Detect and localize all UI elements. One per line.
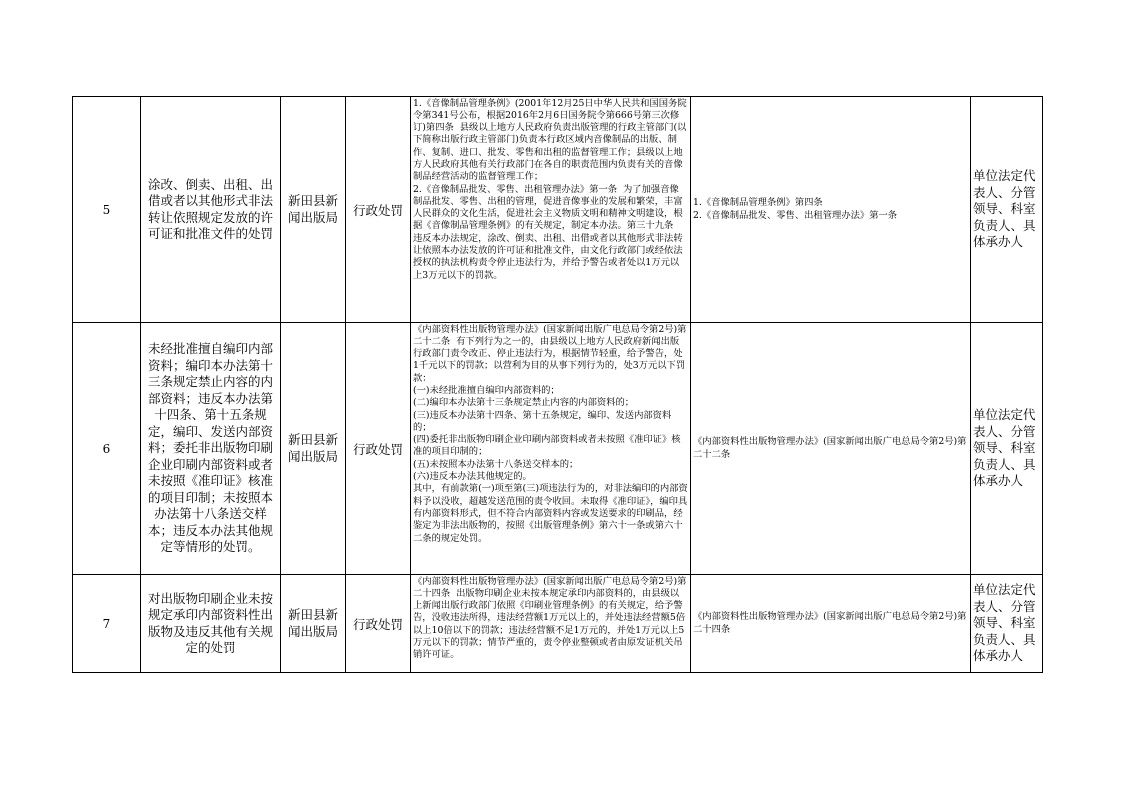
penalty-item: 对出版物印刷企业未按规定承印内部资料性出版物及违反其他有关规定的处罚 [141, 575, 281, 673]
penalty-type: 行政处罚 [346, 323, 411, 575]
basis-paragraph: 其中，有前款第(一)项至第(三)项违法行为的，对非法编印的内部资料予以没收，超越发送范围的责令收回。未取得《准印证》，编印具有内部资料形式，但不符合内部资料内容或发送要求的印刷品，经鉴定为非法出版物的，按照《出版管理条例》第六十一条或第六十二条的规定处罚。 [413, 483, 688, 544]
table-row [73, 575, 1043, 673]
penalty-item: 未经批准擅自编印内部资料；编印本办法第十三条规定禁止内容的内部资料；违反本办法第十四条、第十五条规定，编印、发送内部资料；委托非出版物印刷企业印刷内部资料或者未按照《准印证》核准的项目印制；未按照本办法第十八条送交样本；违反本办法其他规定等情形的处罚。 [141, 323, 281, 575]
basis-paragraph: (三)违反本办法第十四条、第十五条规定，编印、发送内部资料的； [413, 409, 672, 433]
responsible-persons: 单位法定代表人、分管领导、科室负责人、具体承办人 [971, 97, 1043, 323]
basis-citation [691, 575, 971, 673]
responsible-persons: 单位法定代表人、分管领导、科室负责人、具体承办人 [971, 323, 1043, 575]
citation-line: 《内部资料性出版物管理办法》(国家新闻出版广电总局令第2号)第二十二条 [693, 436, 967, 460]
basis-paragraph: 《内部资料性出版物管理办法》(国家新闻出版广电总局令第2号)第二十二条 有下列行为之一的，由县级以上地方人民政府新闻出版行政部门责令改正、停止违法行为，根据情节轻重，给予警告，处1千元以下的罚款；以营利为目的从事下列行为的，处3万元以下罚款： [413, 323, 687, 384]
basis-paragraph: (六)违反本办法其他规定的。 [413, 471, 532, 483]
basis-paragraph: 2.《音像制品批发、零售、出租管理办法》第一条 为了加强音像制品批发、零售、出租的管理，促进音像事业的发展和繁荣，丰富人民群众的文化生活，促进社会主义物质文明和精神文明建设，根据《音像制品管理条例》的有关规定，制定本办法。第三十九条 违反本办法规定，涂改、倒卖、出租、出借或者以其他形式非法转让依照本办法发放的许可证和批准文件，由文化行政部门或经依法授权的执法机构责令停止违法行为，并给予警告或者处以1万元以上3万元以下的罚款。 [413, 183, 683, 281]
penalty-type: 行政处罚 [346, 575, 411, 673]
basis-paragraph: 1.《音像制品管理条例》(2001年12月25日中华人民共和国国务院令第341号公布，根据2016年2月6日国务院令第666号第三次修订)第四条 县级以上地方人民政府负责出版管理的行政主管部门(以下简称出版行政主管部门)负责本行政区域内音像制品的出版、制作、复制、进口、批发、零售和出租的监督管理工作；县级以上地方人民政府其他有关行政部门在各自的职责范围内负责有关的音像制品经营活动的监督管理工作； [413, 97, 687, 183]
basis-paragraph: (二)编印本办法第十三条规定禁止内容的内部资料的； [413, 397, 635, 409]
basis-paragraph: 《内部资料性出版物管理办法》(国家新闻出版广电总局令第2号)第二十四条 出版物印刷企业未按本规定承印内部资料的，由县级以上新闻出版行政部门依照《印刷业管理条例》的有关规定，给予警告，没收违法所得，违法经营额1万元以上的，并处违法经营额5倍以上10倍以下的罚款；违法经营额不足1万元的，并处1万元以上5万元以下的罚款；情节严重的，责令停业整顿或者由原发证机关吊销许可证。 [413, 575, 687, 661]
penalty-item: 涂改、倒卖、出租、出借或者以其他形式非法转让依照规定发放的许可证和批准文件的处罚 [141, 97, 281, 323]
penalty-type: 行政处罚 [346, 97, 411, 323]
citation-line: 1.《音像制品管理条例》第四条 [693, 197, 823, 208]
basis-citation [691, 323, 971, 575]
department: 新田县新闻出版局 [281, 323, 346, 575]
legal-basis [411, 97, 691, 323]
legal-basis [411, 323, 691, 575]
legal-basis [411, 575, 691, 673]
department: 新田县新闻出版局 [281, 97, 346, 323]
responsible-persons: 单位法定代表人、分管领导、科室负责人、具体承办人 [971, 575, 1043, 673]
row-number: 6 [73, 323, 141, 575]
table-row [73, 97, 1043, 323]
row-number: 7 [73, 575, 141, 673]
row-number: 5 [73, 97, 141, 323]
basis-paragraph: (四)委托非出版物印刷企业印刷内部资料或者未按照《准印证》核准的项目印制的； [413, 434, 681, 458]
basis-paragraph: (一)未经批准擅自编印内部资料的； [413, 384, 560, 396]
citation-line: 《内部资料性出版物管理办法》(国家新闻出版广电总局令第2号)第二十四条 [693, 611, 967, 635]
citation-line: 2.《音像制品批发、零售、出租管理办法》第一条 [693, 209, 898, 221]
penalty-table [72, 96, 1043, 673]
basis-citation [691, 97, 971, 323]
department: 新田县新闻出版局 [281, 575, 346, 673]
table-row [73, 323, 1043, 575]
basis-paragraph: (五)未按照本办法第十八条送交样本的； [413, 458, 579, 470]
